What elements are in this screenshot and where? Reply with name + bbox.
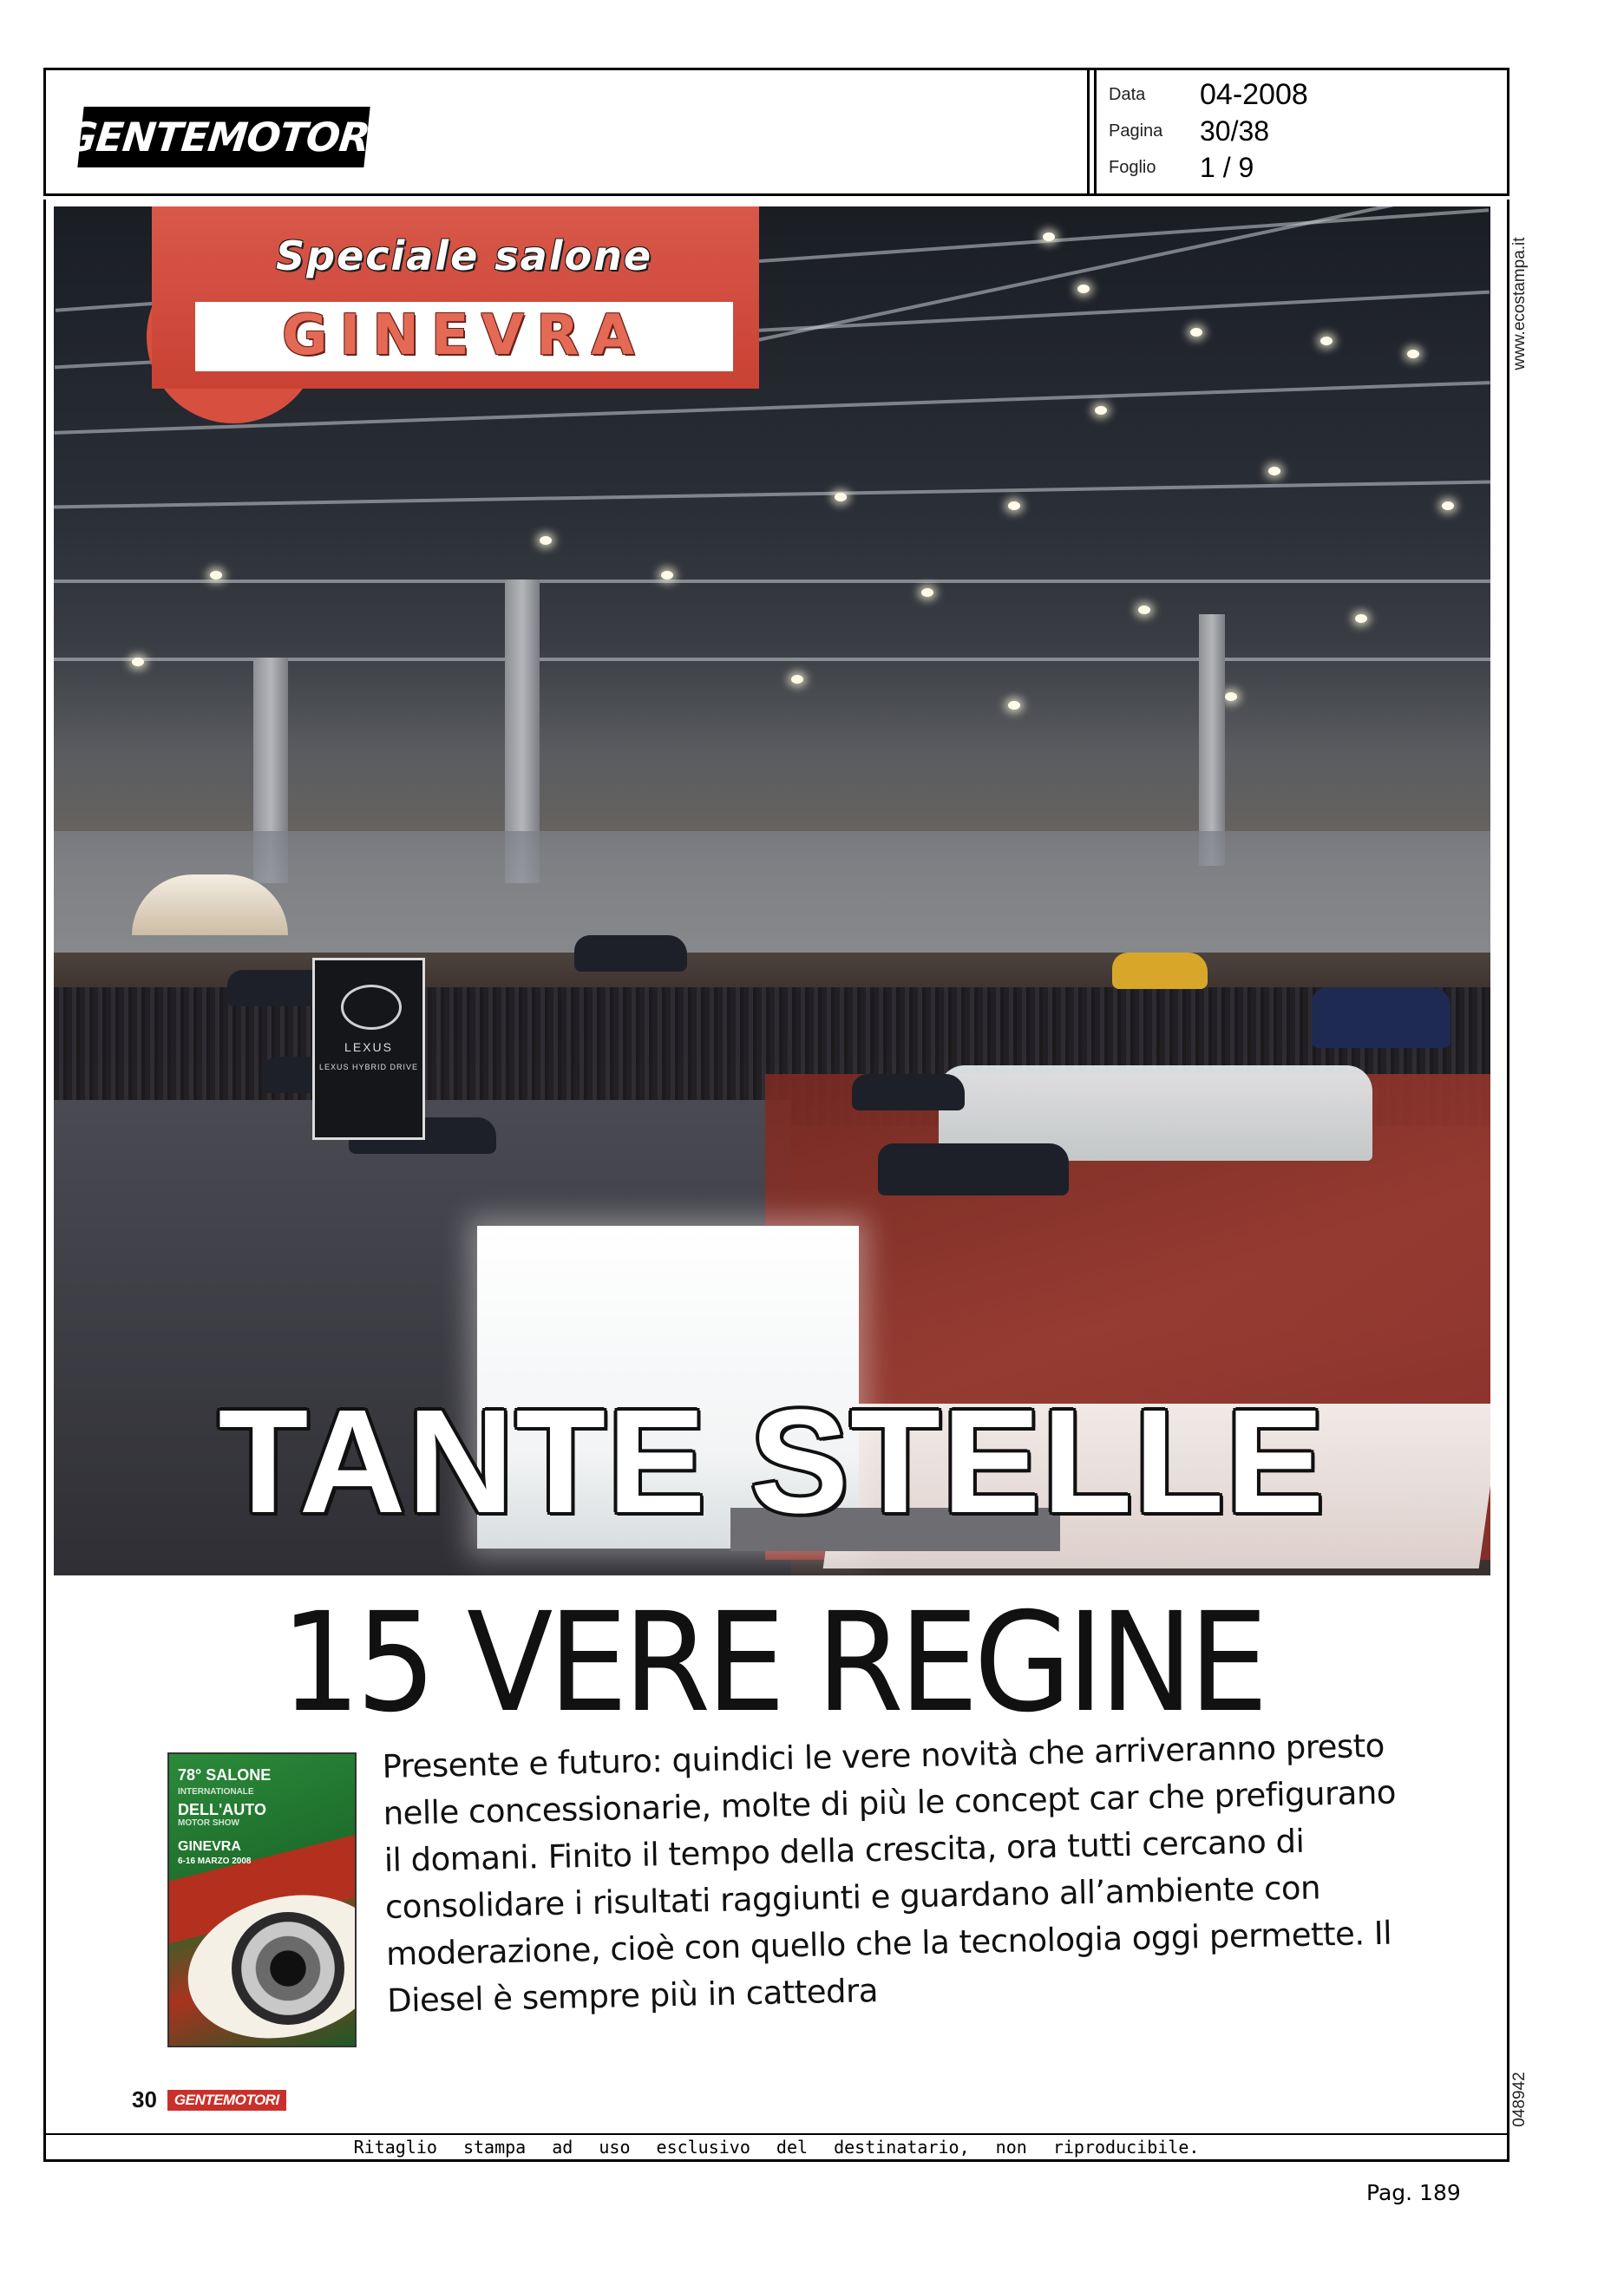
ceiling-light xyxy=(1355,614,1367,623)
ceiling-light xyxy=(1442,501,1454,510)
meta-value: 04-2008 xyxy=(1200,77,1308,111)
ceiling-light xyxy=(1043,232,1055,241)
car xyxy=(1112,953,1208,989)
header-divider xyxy=(1094,70,1097,193)
speciale-banner xyxy=(152,206,759,397)
meta-block xyxy=(1109,77,1490,190)
header-box xyxy=(43,68,1509,196)
meta-label: Data xyxy=(1109,84,1146,104)
meta-label: Pagina xyxy=(1109,121,1163,141)
ceiling-light xyxy=(1225,692,1237,701)
meta-row-data xyxy=(1109,77,1490,112)
header-divider xyxy=(1087,70,1090,193)
ceiling-light xyxy=(1407,350,1419,358)
subheadline: 15 VERE REGINE xyxy=(280,1583,1264,1743)
lexus-logo-icon xyxy=(341,985,402,1030)
banner-city: GINEVRA xyxy=(282,304,646,368)
ceiling-truss xyxy=(54,481,1490,509)
frame-border xyxy=(1507,200,1509,2162)
meta-value: 30/38 xyxy=(1200,115,1270,147)
lexus-text: LEXUS xyxy=(344,1040,393,1054)
meta-label: Foglio xyxy=(1109,157,1156,177)
poster-line: 78° SALONE xyxy=(178,1766,272,1784)
footer-note: Ritaglio stampa ad uso esclusivo del destinatario, non riproducibile. xyxy=(353,2137,1200,2158)
lexus-sign xyxy=(312,958,425,1140)
eye-icon xyxy=(232,1912,344,2025)
car xyxy=(1312,987,1450,1048)
meta-row-pagina xyxy=(1109,114,1490,148)
poster-line: MOTOR SHOW xyxy=(178,1818,239,1828)
ceiling-light xyxy=(1138,606,1150,614)
meta-row-foglio xyxy=(1109,150,1490,185)
masthead-logo: GENTEMOTORI xyxy=(77,107,370,167)
ceiling-light xyxy=(210,571,222,580)
salone-poster xyxy=(167,1752,357,2047)
ceiling-light xyxy=(132,658,144,666)
page-number-block xyxy=(132,2086,286,2113)
ceiling-truss xyxy=(54,580,1490,583)
pag-number: Pag. 189 xyxy=(1366,2180,1461,2205)
ceiling-light xyxy=(921,588,933,597)
car xyxy=(852,1074,965,1110)
ceiling-light xyxy=(791,675,803,684)
frame-border xyxy=(43,200,46,2162)
intro-paragraph: Presente e futuro: quindici le vere novità che arriveranno presto nelle concessionarie, molte di più le concept car che prefigurano il domani. Finito il tempo della crescita, ora tutti cercano di consolidare i risultati raggiunti e guardano all’ambiente con moderazione, cioè con quello che la tecnologia oggi permette. Il Diesel è sempre più in cattedra xyxy=(382,1726,1397,2020)
lexus-subtext: LEXUS HYBRID DRIVE xyxy=(318,1063,419,1071)
hall-pillar xyxy=(1199,614,1225,866)
ceiling-light xyxy=(1008,701,1020,710)
ceiling-light xyxy=(835,493,847,501)
car xyxy=(574,935,687,972)
poster-line: INTERNATIONALE xyxy=(178,1787,254,1797)
side-url: www.ecostampa.it xyxy=(1510,237,1529,370)
poster-line: GINEVRA xyxy=(178,1839,241,1854)
banner-title: Speciale salone xyxy=(275,232,653,279)
ceiling-light xyxy=(661,571,673,580)
page-number: 30 xyxy=(132,2086,157,2112)
side-code: 048942 xyxy=(1510,2072,1529,2127)
ceiling-light xyxy=(1077,285,1090,293)
ceiling-light xyxy=(1190,328,1202,337)
car xyxy=(878,1143,1069,1195)
meta-value: 1 / 9 xyxy=(1200,151,1254,183)
ceiling-truss xyxy=(669,206,1433,361)
poster-line: DELL'AUTO xyxy=(178,1801,266,1818)
ceiling-light xyxy=(1095,406,1107,415)
footer-logo: GENTEMOTORI xyxy=(167,2090,286,2111)
headline: TANTE STELLE xyxy=(218,1379,1326,1544)
poster-line: 6-16 MARZO 2008 xyxy=(178,1857,252,1866)
ceiling-light xyxy=(1268,467,1280,475)
ceiling-light xyxy=(1320,337,1333,345)
ceiling-light xyxy=(540,536,552,545)
ceiling-light xyxy=(1008,501,1020,510)
